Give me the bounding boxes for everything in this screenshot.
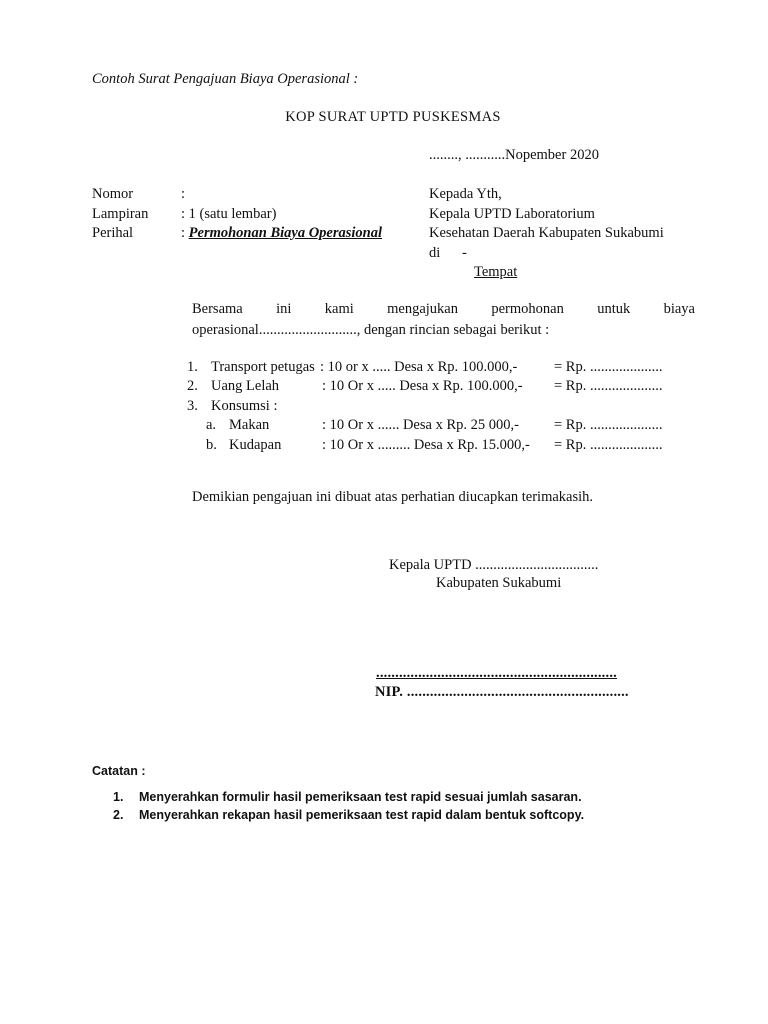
note-text: Menyerahkan rekapan hasil pemeriksaan test rapid dalam bentuk softcopy. bbox=[139, 808, 585, 822]
notes-heading: Catatan : bbox=[92, 764, 146, 778]
note-text: Menyerahkan formulir hasil pemeriksaan test rapid sesuai jumlah sasaran. bbox=[139, 790, 582, 804]
lampiran-value: : 1 (satu lembar) bbox=[181, 206, 277, 222]
item-total: = Rp. .................... bbox=[554, 378, 663, 394]
recipient-line-3: Kesehatan Daerah Kabupaten Sukabumi bbox=[429, 225, 664, 241]
body-paragraph-line-2: operasional..........................., dengan rincian sebagai berikut : bbox=[192, 322, 550, 338]
subitem-letter: a. bbox=[206, 417, 217, 433]
item-detail: : 10 Or x ..... Desa x Rp. 100.000,- bbox=[322, 378, 523, 394]
document-title: Contoh Surat Pengajuan Biaya Operasional : bbox=[92, 71, 359, 87]
item-number: 3. bbox=[187, 398, 198, 414]
recipient-line-1: Kepada Yth, bbox=[429, 186, 502, 202]
item-detail: : 10 or x ..... Desa x Rp. 100.000,- bbox=[320, 359, 518, 375]
recipient-dash: - bbox=[462, 245, 467, 261]
signature-title-2: Kabupaten Sukabumi bbox=[436, 575, 562, 591]
perihal-value: Permohonan Biaya Operasional bbox=[188, 225, 383, 241]
closing-sentence: Demikian pengajuan ini dibuat atas perhatian diucapkan terimakasih. bbox=[192, 489, 594, 505]
item-number: 2. bbox=[187, 378, 198, 394]
item-label: Konsumsi : bbox=[211, 398, 278, 414]
signature-title-1: Kepala UPTD .................................. bbox=[389, 557, 599, 573]
signature-name-line: ............................................................... bbox=[376, 665, 617, 681]
lampiran-label: Lampiran bbox=[92, 206, 149, 222]
body-paragraph-line-1: Bersama ini kami mengajukan permohonan untuk biaya bbox=[192, 301, 695, 317]
subitem-detail: : 10 Or x ...... Desa x Rp. 25 000,- bbox=[322, 417, 519, 433]
subitem-detail: : 10 Or x ......... Desa x Rp. 15.000,- bbox=[322, 437, 530, 453]
subitem-total: = Rp. .................... bbox=[554, 437, 663, 453]
subitem-label: Makan bbox=[229, 417, 270, 433]
perihal-label: Perihal bbox=[92, 225, 134, 241]
item-total: = Rp. .................... bbox=[554, 359, 663, 375]
item-number: 1. bbox=[187, 359, 198, 375]
note-number: 2. bbox=[113, 808, 124, 822]
item-label: Transport petugas bbox=[211, 359, 315, 375]
letterhead: KOP SURAT UPTD PUSKESMAS bbox=[285, 109, 501, 125]
nomor-value: : bbox=[181, 186, 186, 202]
recipient-tempat: Tempat bbox=[474, 264, 518, 280]
letter-date: ........, ...........Nopember 2020 bbox=[429, 147, 599, 163]
perihal-row bbox=[181, 224, 382, 242]
recipient-di: di bbox=[429, 245, 441, 261]
perihal-colon: : bbox=[181, 225, 189, 241]
item-label: Uang Lelah bbox=[211, 378, 280, 394]
recipient-line-2: Kepala UPTD Laboratorium bbox=[429, 206, 595, 222]
note-number: 1. bbox=[113, 790, 124, 804]
subitem-label: Kudapan bbox=[229, 437, 282, 453]
signature-nip: NIP. .......................................................... bbox=[375, 684, 629, 700]
subitem-letter: b. bbox=[206, 437, 217, 453]
nomor-label: Nomor bbox=[92, 186, 134, 202]
subitem-total: = Rp. .................... bbox=[554, 417, 663, 433]
